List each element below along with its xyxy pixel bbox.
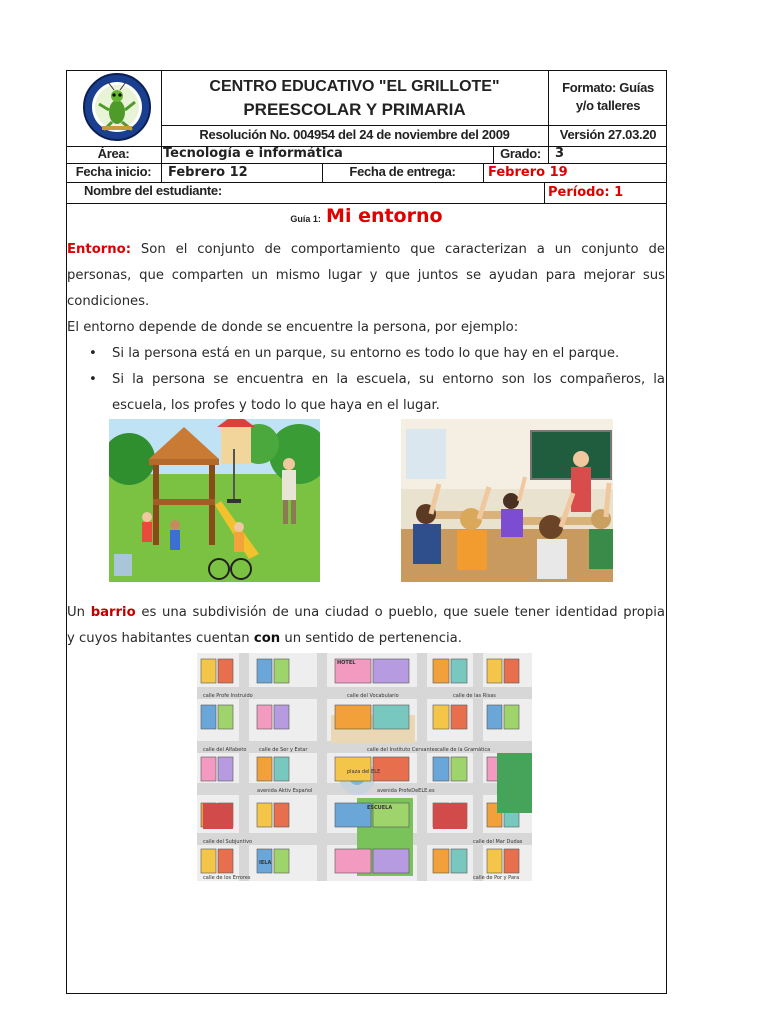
map-building	[274, 849, 289, 873]
map-building	[451, 705, 467, 729]
map-building	[373, 659, 409, 683]
delivery-date-value: Febrero 19	[488, 165, 568, 180]
map-building	[451, 757, 467, 781]
map-building	[451, 659, 467, 683]
format-line1: Formato: Guías	[562, 80, 654, 95]
map-street-label: avenida Aktiv Español	[257, 788, 313, 794]
map-building	[487, 705, 502, 729]
map-building	[274, 705, 289, 729]
map-street-label: calle del Mar Dudas	[473, 839, 523, 845]
divider	[544, 182, 545, 203]
map-building	[504, 659, 519, 683]
area-label: Área:	[97, 146, 130, 161]
map-sign-label: IELA	[259, 860, 272, 866]
bullet-dot: •	[89, 372, 97, 387]
map-street-label: calle de Por y Para	[473, 875, 520, 881]
map-street-label: calle del Alfabeto	[203, 747, 247, 753]
paragraph-line: personas, que comparten un mismo lugar y que juntos se ayudan para mejorar sus	[67, 268, 665, 283]
map-building	[433, 757, 449, 781]
school-logo	[78, 72, 156, 142]
map-building	[201, 849, 216, 873]
bullet-item-continued: escuela, los profes y todo lo que haya en el lugar.	[112, 398, 440, 413]
divider	[161, 146, 162, 182]
paragraph-text: Son el conjunto de comportamiento que caracterizan a un conjunto de	[140, 242, 665, 257]
bullet-dot: •	[89, 346, 97, 361]
map-sign-label: ESCUELA	[367, 805, 393, 811]
grade-value: 3	[555, 146, 565, 161]
delivery-date-label: Fecha de entrega:	[349, 164, 456, 179]
map-building	[487, 849, 502, 873]
school-level: PREESCOLAR Y PRIMARIA	[243, 100, 466, 119]
map-sign-label: HOTEL	[337, 660, 356, 666]
guide-label: Guía 1:	[290, 214, 321, 224]
period-label: Período: 1	[548, 185, 624, 200]
map-building	[274, 757, 289, 781]
start-date-label: Fecha inicio:	[75, 164, 152, 179]
map-street-label: calle del Vocabulario	[347, 693, 399, 699]
map-building	[218, 849, 233, 873]
area-value: Tecnología e informática	[163, 146, 343, 161]
bullet-item: Si la persona se encuentra en la escuela, su entorno son los compañeros, la	[112, 372, 665, 387]
map-building	[218, 659, 233, 683]
map-building	[257, 757, 272, 781]
classroom-photo	[401, 419, 613, 582]
map-building	[433, 659, 449, 683]
map-building	[433, 705, 449, 729]
map-building	[257, 705, 272, 729]
neighborhood-map	[197, 653, 532, 881]
playground-illustration	[109, 419, 320, 582]
map-building	[201, 705, 216, 729]
map-street-label: calle de Ser y Estar	[259, 747, 308, 753]
map-building	[335, 803, 371, 827]
bold-word: con	[253, 631, 281, 646]
map-building	[274, 659, 289, 683]
map-street-label: calle de las Risas	[453, 693, 496, 699]
map-building	[373, 849, 409, 873]
map-building	[274, 803, 289, 827]
map-street-label: calle Profe Instruido	[203, 693, 253, 699]
paragraph-line	[67, 626, 665, 652]
paragraph-text: es una subdivisión de una ciudad o pueblo, que suele tener identidad propia	[141, 605, 665, 620]
map-building	[451, 849, 467, 873]
map-street-label: calle del Subjuntivo	[203, 839, 253, 845]
map-street-label: calle de los Errores	[203, 875, 251, 881]
map-building	[433, 849, 449, 873]
bullet-item: Si la persona está en un parque, su entorno es todo lo que hay en el parque.	[112, 346, 620, 361]
barrio-term: barrio	[90, 605, 136, 620]
guide-heading	[66, 205, 667, 227]
paragraph-line	[67, 237, 665, 263]
divider	[483, 163, 484, 182]
format-line2: y/o talleres	[575, 98, 641, 113]
paragraph-text: Un	[67, 605, 86, 620]
school-name: CENTRO EDUCATIVO "EL GRILLOTE"	[209, 78, 500, 95]
map-building	[504, 705, 519, 729]
divider	[66, 203, 667, 204]
map-building	[218, 705, 233, 729]
start-date-value: Febrero 12	[168, 165, 248, 180]
paragraph-text: un sentido de pertenencia.	[284, 631, 462, 646]
map-street-label: calle de la Gramática	[437, 747, 491, 753]
paragraph-line: El entorno depende de donde se encuentre la persona, por ejemplo:	[67, 320, 519, 335]
map-building	[373, 705, 409, 729]
map-building	[201, 757, 216, 781]
paragraph-line	[67, 600, 665, 626]
guide-title: Mi entorno	[326, 205, 443, 227]
student-name-label: Nombre del estudiante:	[84, 183, 222, 198]
map-street-label: avenida ProfeDeELE.es	[377, 788, 435, 794]
divider	[161, 125, 667, 126]
map-building	[335, 705, 371, 729]
resolution: Resolución No. 004954 del 24 de noviembre del 2009	[199, 127, 510, 142]
map-street-label: calle del Instituto Cervantes	[367, 747, 438, 753]
paragraph-text: y cuyos habitantes cuentan	[67, 631, 250, 646]
map-building	[257, 659, 272, 683]
divider	[548, 146, 549, 163]
entorno-term: Entorno:	[67, 242, 131, 257]
grade-label: Grado:	[500, 146, 541, 161]
map-building	[201, 659, 216, 683]
map-building	[218, 757, 233, 781]
paragraph-line: condiciones.	[67, 294, 150, 309]
map-building	[335, 849, 371, 873]
map-building	[504, 849, 519, 873]
map-building	[257, 803, 272, 827]
version: Versión 27.03.20	[559, 127, 657, 142]
map-street-label: plaza del ELE	[347, 769, 381, 775]
map-building	[487, 659, 502, 683]
